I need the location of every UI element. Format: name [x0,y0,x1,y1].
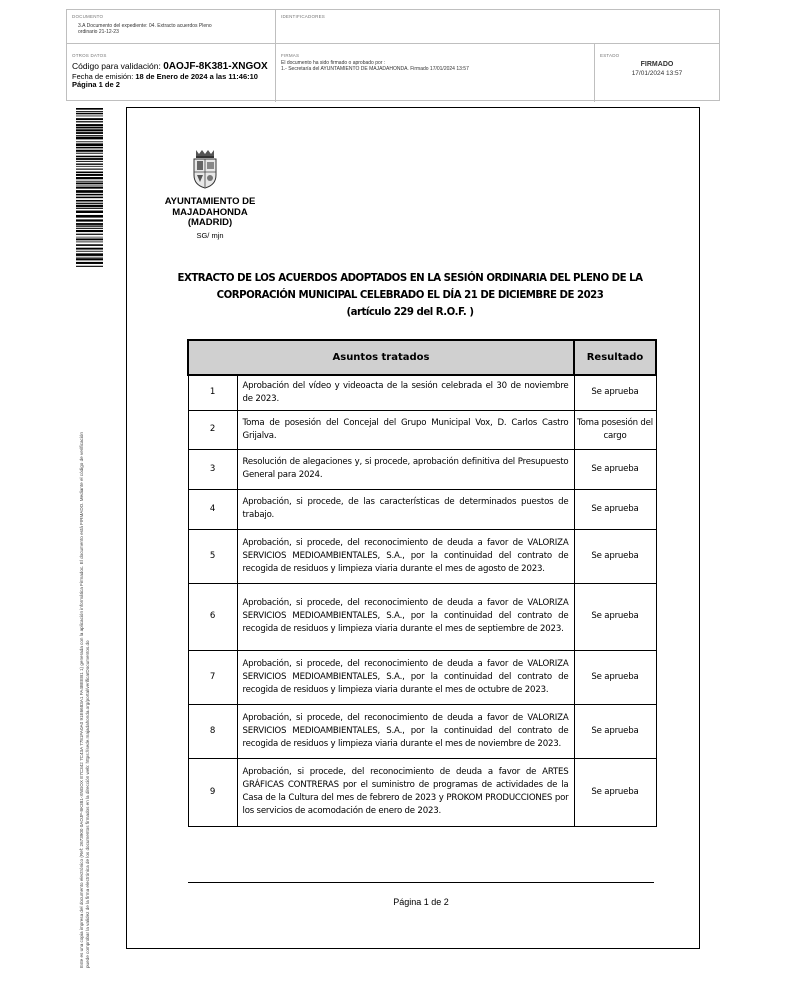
estado-value: FIRMADO [640,61,674,68]
row-result: Se aprueba [574,583,656,650]
fecha-value: 18 de Enero de 2024 a las 11:46:10 [135,71,258,81]
document-title [160,270,660,321]
otros-datos-cell [67,44,276,102]
estado-cell [595,44,719,102]
title-line2: CORPORACIÓN MUNICIPAL CELEBRADO EL DÍA 21 DE DICIEMBRE DE 2023 [216,290,604,301]
row-number: 6 [188,583,237,650]
documento-value: 3.A Documento del expediente: 04. Extracto acuerdos Pleno ordinario 21-12-23 [78,23,212,36]
header-resultado: Resultado [574,340,656,375]
side-verification-text [79,432,91,968]
firmas-line1: El documento ha sido firmado o aprobado por : [281,60,386,66]
row-description: Aprobación del vídeo y videoacta de la sesión celebrada el 30 de noviembre de 2023. [237,375,574,410]
otros-datos-label: OTROS DATOS [72,53,107,58]
table-row [188,375,656,410]
row-result: Se aprueba [574,375,656,410]
row-description: Aprobación, si procede, del reconocimiento de deuda a favor de VALORIZA SERVICIOS MEDIOAMBIENTALES, S.A., por la continuidad del contrato de recogida de residuos y limpieza viaria durante el mes de septiembre de 2023. [237,583,574,650]
table-row [188,583,656,650]
row-description: Aprobación, si procede, del reconocimiento de deuda a favor de ARTES GRÁFICAS CONTRERAS por el suministro de programas de actividades de la Casa de la Cultura del mes de febrero de 2023 y PROKOM PRODUCCIONES por los servicios de acomodación de enero de 2023. [237,758,574,826]
row-number: 4 [188,489,237,529]
table-row [188,489,656,529]
table-row [188,449,656,489]
row-description: Aprobación, si procede, del reconocimiento de deuda a favor de VALORIZA SERVICIOS MEDIOAMBIENTALES, S.A., por la continuidad del contrato de recogida de residuos y limpieza viaria durante el mes de agosto de 2023. [237,529,574,583]
row-result: Toma posesión del cargo [574,410,656,449]
table-row [188,650,656,704]
document-reference: SG/ mjn [196,231,224,240]
title-line3: (artículo 229 del R.O.F. ) [346,307,474,318]
row-description: Aprobación, si procede, de las características de determinados puestos de trabajo. [237,489,574,529]
table-header-row [188,340,656,375]
row-result: Se aprueba [574,650,656,704]
row-description: Resolución de alegaciones y, si procede, aprobación definitiva del Presupuesto General para 2024. [237,449,574,489]
codigo-prefix: Código para validación: [72,61,161,71]
row-number: 7 [188,650,237,704]
row-result: Se aprueba [574,489,656,529]
header-page-number: Página 1 de 2 [72,80,120,90]
codigo-value[interactable]: 0AOJF-8K381-XNGOX [163,61,268,72]
side-text-line1: Este es una copia impresa del documento electrónico (Ref: 2673900 0AOJF-8K381-XNGOX E7C342 7C43A 7781FA0A0 91E6683A1 FA4BEEB1 1) generada con la aplicación informática Firmadoc. El documento está FIRMADO. Mediante el código de verificación [79,432,84,968]
signature-header [66,9,720,101]
row-description: Toma de posesión del Concejal del Grupo Municipal Vox, D. Carlos Castro Grijalva. [237,410,574,449]
side-text-line2: puede comprobar la validez de la firma electrónica de los documentos firmados en la dirección web: https://sede.majadahonda.org/portal/verificarDocumentos.do [85,640,90,968]
barcode-icon [76,108,103,268]
estado-date: 17/01/2024 13:57 [631,69,683,77]
footer-page-number: Página 1 de 2 [393,897,449,907]
row-number: 2 [188,410,237,449]
row-result: Se aprueba [574,704,656,758]
firmas-line2: 1.- Secretaría del AYUNTAMIENTO DE MAJADAHONDA. Firmado 17/01/2024 13:57 [281,66,469,73]
identificadores-cell [276,10,719,44]
footer-divider [188,882,654,883]
row-description: Aprobación, si procede, del reconocimiento de deuda a favor de VALORIZA SERVICIOS MEDIOAMBIENTALES, S.A., por la continuidad del contrato de recogida de residuos y limpieza viaria durante el mes de octubre de 2023. [237,650,574,704]
row-result: Se aprueba [574,758,656,826]
row-description: Aprobación, si procede, del reconocimiento de deuda a favor de VALORIZA SERVICIOS MEDIOAMBIENTALES, S.A., por la continuidad del contrato de recogida de residuos y limpieza viaria durante el mes de noviembre de 2023. [237,704,574,758]
identificadores-label: IDENTIFICADORES [281,14,326,19]
agenda-table [187,339,657,827]
firmas-cell [276,44,595,102]
row-number: 1 [188,375,237,410]
row-number: 3 [188,449,237,489]
table-row [188,758,656,826]
fecha-prefix: Fecha de emisión: [72,71,134,81]
documento-label: DOCUMENTO [72,14,104,19]
organization-name: AYUNTAMIENTO DE MAJADAHONDA (MADRID) [164,196,256,228]
firmas-label: FIRMAS [281,53,300,58]
table-row [188,410,656,449]
row-result: Se aprueba [574,529,656,583]
table-row [188,529,656,583]
row-number: 9 [188,758,237,826]
header-asuntos: Asuntos tratados [188,340,574,375]
coat-of-arms-icon [190,147,220,189]
row-number: 8 [188,704,237,758]
row-number: 5 [188,529,237,583]
title-line1: EXTRACTO DE LOS ACUERDOS ADOPTADOS EN LA SESIÓN ORDINARIA DEL PLENO DE LA [177,273,643,284]
row-result: Se aprueba [574,449,656,489]
documento-cell [67,10,276,44]
estado-label: ESTADO [600,53,620,58]
table-row [188,704,656,758]
